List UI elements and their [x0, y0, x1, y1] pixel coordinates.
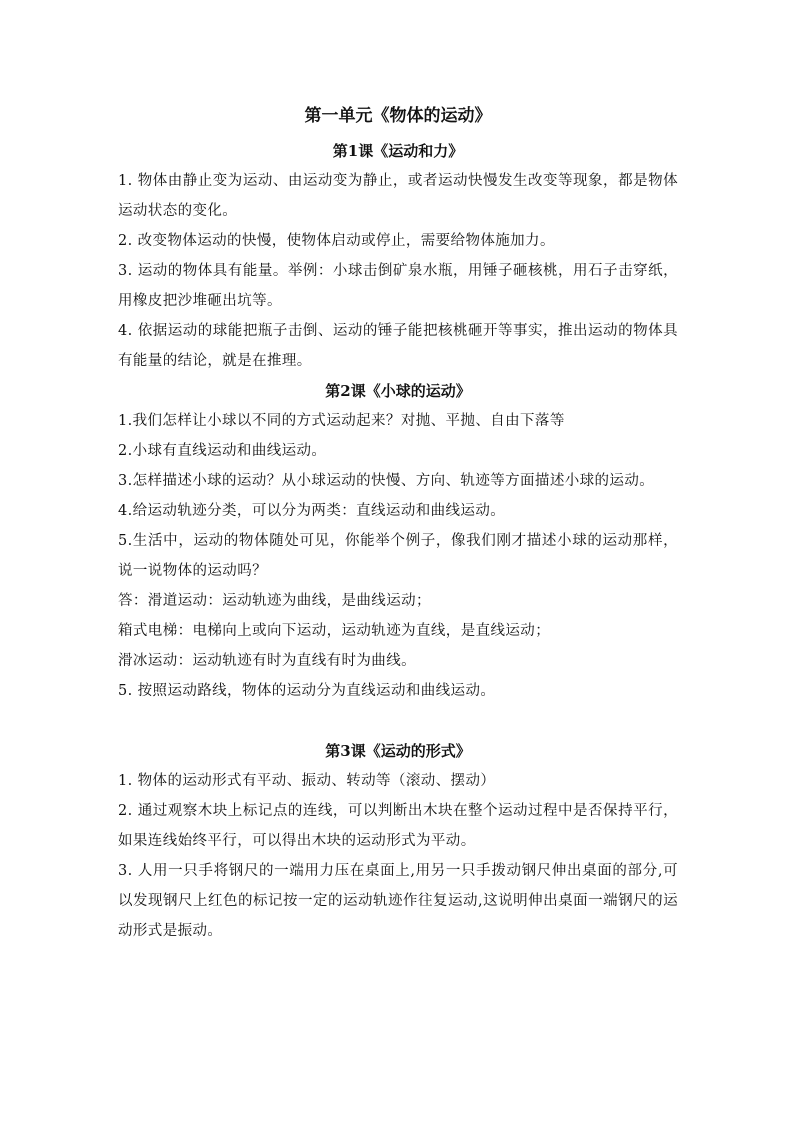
lesson-3-item: 3. 人用一只手将钢尺的一端用力压在桌面上,用另一只手拨动钢尺伸出桌面的部分,可以发现钢尺上红色的标记按一定的运动轨迹作往复运动,这说明伸出桌面一端钢尺的运动形式是振动。: [118, 863, 678, 939]
section-spacer: [118, 706, 678, 736]
lesson-2-answer: 答：滑道运动：运动轨迹为曲线，是曲线运动；: [118, 593, 431, 609]
lesson-1-item: 2. 改变物体运动的快慢，使物体启动或停止，需要给物体施加力。: [118, 233, 555, 249]
lesson-2-item: 2.小球有直线运动和曲线运动。: [118, 443, 327, 459]
lesson-2-item: 5. 按照运动路线，物体的运动分为直线运动和曲线运动。: [118, 683, 496, 699]
lesson-2-answer: 箱式电梯：电梯向上或向下运动，运动轨迹为直线，是直线运动；: [118, 623, 551, 639]
lesson-1-item: 3. 运动的物体具有能量。举例：小球击倒矿泉水瓶，用锤子砸核桃，用石子击穿纸，用橡皮把沙堆砸出坑等。: [118, 263, 678, 309]
lesson-1-item: 1. 物体由静止变为运动、由运动变为静止，或者运动快慢发生改变等现象，都是物体运动状态的变化。: [118, 173, 678, 219]
lesson-2-item: 5.生活中，运动的物体随处可见，你能举个例子，像我们刚才描述小球的运动那样，说一说物体的运动吗？: [118, 533, 678, 579]
lesson-2-item: 1.我们怎样让小球以不同的方式运动起来？对抛、平抛、自由下落等: [118, 413, 565, 429]
lesson-2-title: 第2课《小球的运动》: [325, 382, 471, 400]
lesson-3-title: 第3课《运动的形式》: [325, 742, 471, 760]
lesson-2-answer: 滑冰运动：运动轨迹有时为直线有时为曲线。: [118, 653, 416, 669]
lesson-2-item: 3.怎样描述小球的运动？从小球运动的快慢、方向、轨迹等方面描述小球的运动。: [118, 473, 655, 489]
unit-title: 第一单元《物体的运动》: [304, 106, 492, 126]
lesson-1-item: 4. 依据运动的球能把瓶子击倒、运动的锤子能把核桃砸开等事实，推出运动的物体具有能量的结论，就是在推理。: [118, 323, 678, 369]
lesson-3-item: 2. 通过观察木块上标记点的连线，可以判断出木块在整个运动过程中是否保持平行，如果连线始终平行，可以得出木块的运动形式为平动。: [118, 803, 678, 849]
lesson-3-item: 1. 物体的运动形式有平动、振动、转动等（滚动、摆动）: [118, 773, 496, 789]
lesson-1-title: 第1课《运动和力》: [332, 142, 464, 160]
document-page: [118, 100, 678, 946]
lesson-2-item: 4.给运动轨迹分类，可以分为两类：直线运动和曲线运动。: [118, 503, 506, 519]
